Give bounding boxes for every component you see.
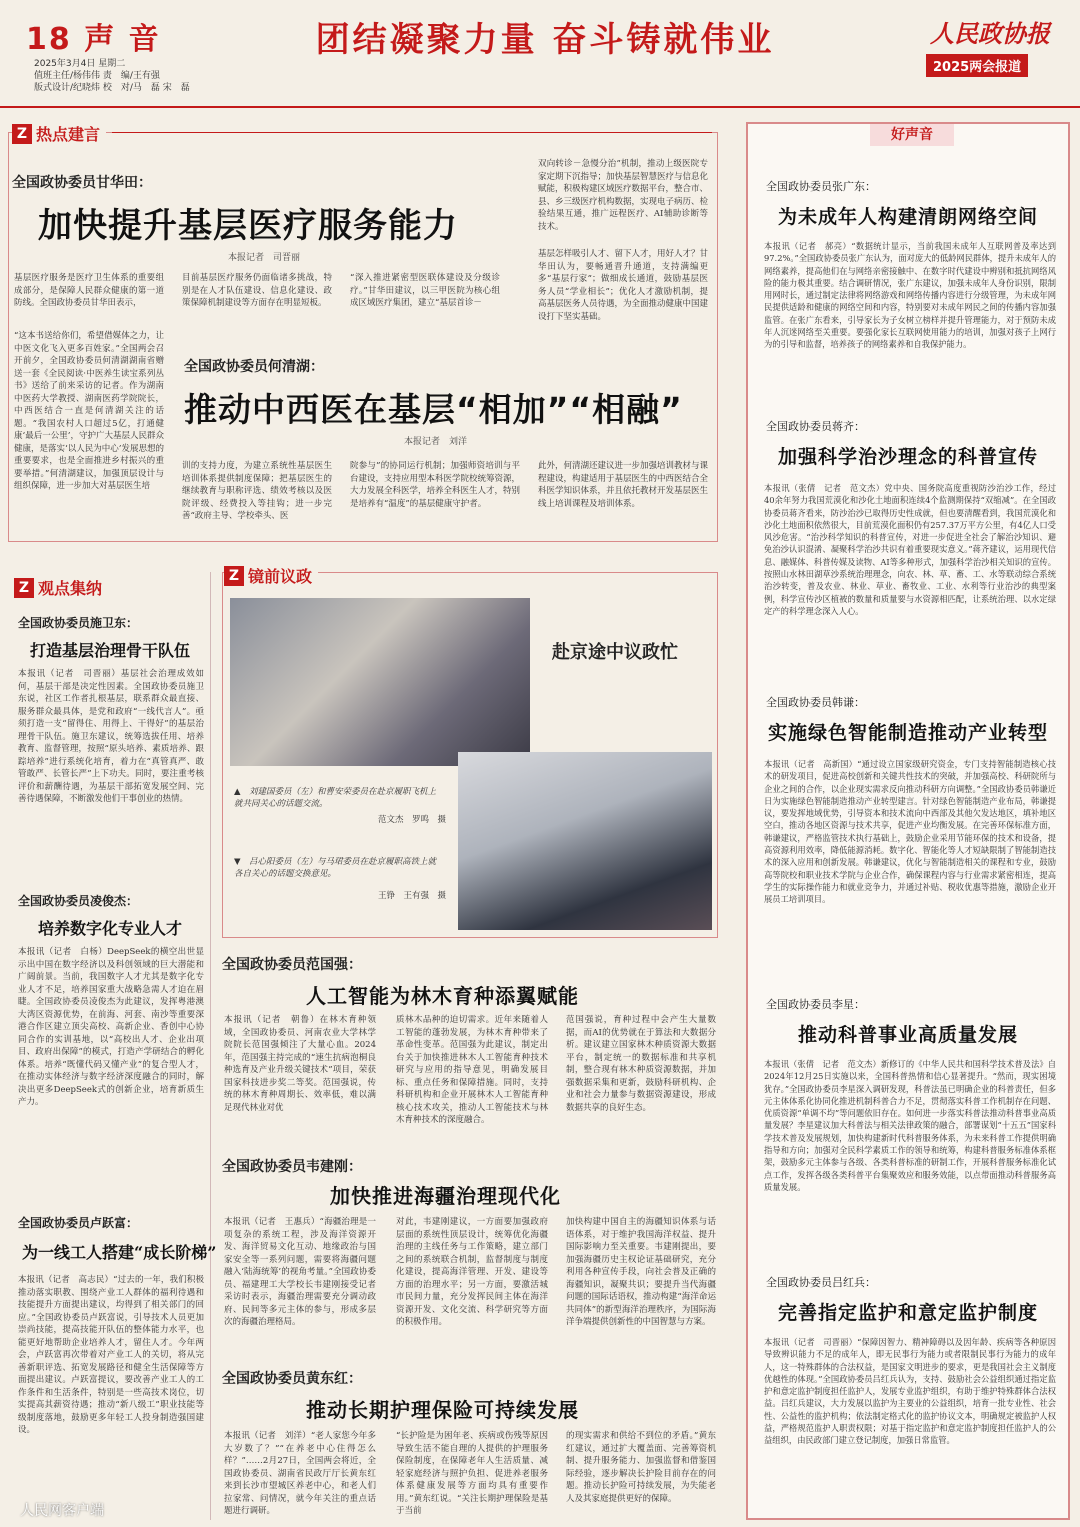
photo-title: 赴京途中议政忙 [552, 642, 678, 663]
issue-date: 2025年3月4日 星期二 [34, 59, 126, 69]
voice-title: 完善指定监护和意定监护制度 [777, 1302, 1038, 1324]
special-report-badge: 2025两会报道 [926, 54, 1028, 77]
photo-train [458, 752, 712, 930]
z-icon: Z [12, 124, 32, 144]
voice-author: 全国政协委员韩谦： [766, 696, 865, 709]
z-icon: Z [14, 578, 34, 598]
slogan: 团结凝聚力量 奋斗铸就伟业 [315, 20, 775, 60]
hot-section-label: Z 热点建言 [12, 122, 106, 145]
good-voices-label: 好声音 [870, 124, 954, 146]
article-title: 加快提升基层医疗服务能力 [38, 206, 458, 246]
article-title: 人工智能为林木育种添翼赋能 [306, 984, 579, 1008]
voice-text: 本报讯（记者 高新国）“通过设立国家级研究资金，专门支持智能制造核心技术的研发项目，促进高校创新和关键共性技术的突破，并加强高校、科研院所与企业之间的合作，以企业现实需求反向推动科研方向调整。”全国政协委员韩谦近日为实施绿色智能制造推动产业转型建言。针对绿色智能制造产业布局，韩谦提议，要发挥地域优势，引导资本和技术流向中西部及其他欠发达地区，填补地区空白，推动各地区资源与技术共享，促进产业均衡发展。在完善环保标准方面，韩谦建议，严格监管技术执行基础上，鼓励企业采用节能环保的技术和设备，提高资源利用效率，降低能源消耗。数字化、智能化等人才短缺限制了智能制造技术的深入应用和创新发展。韩谦建议，优化与智能制造相关的课程和专业，鼓励高等院校和职业技术学院与企业合作，确保课程内容与行业需求紧密相连，提高学生的实际操作能力和就业竞争力，并通过补贴、税收优惠等措施，激励企业开展员工培训项目。 [764, 759, 1056, 905]
section-name: 声 音 [84, 22, 161, 57]
voice-author: 全国政协委员李星： [766, 998, 865, 1011]
article-text: “长护险是为困年老、疾病或伤残等原因导致生活不能自理的人提供的护理服务保险制度，在保障老年人生活质量、减轻家庭经济与照护负担、促进养老服务体系健康发展等方面均具有重要作用。”黄东红说。“关注长期护理保险是基于当前 [396, 1431, 548, 1516]
view-author: 全国政协委员卢跃富： [18, 1216, 139, 1230]
article-text: 基层医疗服务是医疗卫生体系的重要组成部分，是保障人民群众健康的第一道防线。全国政协委员甘华田表示， [14, 273, 164, 308]
view-author: 全国政协委员施卫东： [18, 616, 139, 630]
voice-title: 实施绿色智能制造推动产业转型 [767, 722, 1048, 744]
photo-credit: 范文杰 罗鸣 摄 [377, 815, 446, 825]
voice-author: 全国政协委员张广东： [766, 180, 876, 193]
view-text: 本报讯（记者 白杨）DeepSeek的横空出世显示出中国在数字经济以及科创领域的巨大潜能和广阔前景。当前，我国数字人才尤其是数字化专业人才不足，培养国家重大战略急需人才迫在眉睫。全国政协委员凌俊杰为此建议，发挥粤港澳大湾区资源优势，在前海、河套、南沙等重要深港合作区建立顶尖高校、高新企业、香创中心协同合作的实训基地，以“高校出人才、企业出项目、政府出保障”的模式，打造产学研结合的孵化体系。培养“既懂代码又懂产业”的复合型人才，在推动实体经济与数字经济深度融合的同时，解决出更多DeepSeek式的创新企业，培育新质生产力。 [18, 947, 204, 1107]
voice-text: 本报讯（张倩 记者 范文杰）党中央、国务院高度重视防沙治沙工作，经过40余年努力我国荒漠化和沙化土地面积连续4个监测期保持“双缩减”。在全国政协委员蒋齐看来，防沙治沙已取得历史性成就，但也要清醒看到，我国荒漠化和沙化土地面积依然很大，目前荒漠化面积仍有257.37万平方公里，有4亿人口受风沙危害。“治沙科学知识的科普宣传，对进一步促进全社会了解治沙知识、避免治沙认识混淆、凝聚科学治沙共识有着重要现实意义。”蒋齐建议，运用现代信息、融媒体、科普传媒及读物、AI等多种形式，加强科学治沙相关知识的宣传。按照山水林田湖草沙系统治理理念，向农、林、草、畜、工、水等联动综合系统治沙转变，普及农业、林业、草业、畜牧业、工业、水利等行业治沙的典型案例，科学宣传沙区植被的数量和质量要与水资源相匹配，让系统治理、以水定绿定产的科学理念深入人心。 [764, 483, 1056, 616]
hot-rule [112, 132, 712, 133]
page-number: 18 声 音 [26, 22, 161, 57]
view-title: 为一线工人搭建“成长阶梯” [22, 1243, 217, 1262]
voice-text: 本报讯（记者 司晋丽）“保障因智力、精神障碍以及因年龄、疾病等各种原因导致辨识能力不足的成年人，即无民事行为能力或者限制民事行为能力的成年人，这一特殊群体的合法权益，是国家文明进步的要求，更是我国社会主义制度优越性的体现。”全国政协委员吕红兵认为，支持、鼓励社会公益组织通过指定监护和意定监护制度担任监护人，发展专业监护组织，有助于维护特殊群体合法权益。吕红兵建议，大力发展以监护为主要业的公益组织，培育一批专业性、社会性、公益性的监护机构；依法制定格式化的监护协议文本，明确规定被监护人权益，严格规范监护人职责权限；对基于指定监护和意定监护制度担任监护人的公益组织，由民政部门建立登记制度，加强日常监管。 [764, 1337, 1056, 1446]
column-divider [210, 572, 211, 1520]
article-text: 基层怎样吸引人才、留下人才，用好人才？甘华田认为，要畅通晋升通道，支持满编更多“基层行家”；做细成长通道，鼓励基层医务人员“学业相长”；优化人才激励机制，提高基层医务人员待遇，为全面推动健康中国建设打下坚实基础。 [538, 249, 709, 322]
voice-title: 加强科学治沙理念的科普宣传 [777, 446, 1038, 468]
article-text: 本报讯（记者 朝鲁）在林木育种领域，全国政协委员、河南农业大学林学院院长范国强倾注了大量心血。2024年，范国强主持完成的“速生抗病泡桐良种选育及产业升级关键技术”项目，荣获国家科技进步奖二等奖。范国强说，传统的林木育种周期长、效率低，难以满足现代林业对优 [224, 1015, 376, 1113]
voice-author: 全国政协委员吕红兵： [766, 1276, 876, 1289]
article-byline: 本报记者 司晋丽 [228, 253, 301, 263]
voice-text: 本报讯（张倩 记者 范文杰）新修订的《中华人民共和国科学技术普及法》自2024年12月25日实施以来，全国科普热情和信心显著提升。“然而，现实困境犹存。”全国政协委员李星深入调研发现，科普法虽已明确企业的科普责任，但多元主体体系化协同化推进机制科普合力不足，贯彻落实科普工作机制存在问题、优质资源“单调不均”等问题依旧存在。如何进一步落实科普法推动科普事业高质量发展？李星建议加大科普法与相关法律政策的融合，部署谋划“十五五”国家科学技术普及发展规划，加快构建新时代科普服务体系，为未来科普工作提供明确指导和方向；加强对全民科学素质工作的领导和统筹，构建科普服务标准体系框架，鼓励多元主体参与各级、各类科普标准的研制工作，开展科普服务标准化试点工作，发挥各级各类科普平台集聚效应和服务效能，以点带面推动科普服务高质量发展。 [764, 1059, 1056, 1192]
designers-line: 版式设计/纪晓炜 校 对/马 磊 宋 磊 [34, 83, 190, 93]
article-text: 的现实需求和供给不到位的矛盾。”黄东红建议，通过扩大覆盖面、完善筹资机制、提升服务能力、加强监督和借鉴国际经验，逐步解决长护险目前存在的问题。推动长护险可持续发展，为失能老人及其家庭提供更好的保障。 [566, 1431, 716, 1504]
article-text: 对此，韦建刚建议，一方面要加强政府层面的系统性顶层设计，统筹优化海疆治理的主线任务与工作策略，建立部门之间的系统联合机制，监督制度与制度化建设，提高海洋管理、开发、建设等方面的治理水平；另一方面，要激活城市民间力量，充分发挥民间主体在海洋资源开发、文化交流、科学研究等方面的积极作用。 [396, 1217, 548, 1327]
article-text: 范国强说，育种过程中会产生大量数据，而AI的优势就在于算法和大数据分析。建议建立国家林木种质资源大数据平台，制定统一的数据标准和共享机制，整合现有林木种质资源数据，并加强数据采集和更新，鼓励科研机构、企业和社会力量参与数据资源建设，形成数据共享的良好生态。 [566, 1015, 716, 1113]
article-text: 加快构建中国自主的海疆知识体系与话语体系，对于维护我国海洋权益、提升国际影响力至关重要。韦建刚提出，要加强海疆历史主权论证基础研究，充分利用各种宣传手段，向社会普及正确的海疆知识，凝聚共识；要提升当代海疆问题的国际话语权，推动构建“海洋命运共同体”的新型海洋治理秩序，为国际海洋争端提供创新性的中国智慧与方案。 [566, 1217, 716, 1327]
article-author: 全国政协委员何清湖： [184, 359, 324, 375]
editors-line: 值班主任/杨伟伟 责 编/王有强 [34, 71, 160, 81]
article-author: 全国政协委员范国强： [222, 957, 362, 973]
article-title: 推动中西医在基层“相加”“相融” [184, 390, 683, 429]
view-text: 本报讯（记者 司晋丽）基层社会治理成效如何，基层干部是决定性因素。全国政协委员施卫东说，社区工作者扎根基层，联系群众最直接、服务群众最具体，是党和政府“一线代言人”。亟须打造一支“留得住、用得上、干得好”的基层治理骨干队伍。施卫东建议，统筹选拔任用、培养教育、监督管理，按照“原头培养、素质培养、跟踪培养”进行系统化培育，着力在“真管真严、敢管敢严、长管长严”上下功夫。同时，要注重考核评价和薪酬待遇，为基层干部拓宽发展空间、完善待遇保障，不断激发他们干事创业的热情。 [18, 669, 204, 804]
view-text: 本报讯（记者 高志民）“过去的一年，我们积极推动落实职教、围绕产业工人群体的福利待遇和技能提升方面提出建议，均得到了相关部门的回应。”全国政协委员卢跃富说，引导技术人员更加崇尚技能，提高技能开队伍的整体能力水平，也能更好地帮助企业培养人才，留住人才。今年两会，卢跃富再次带着对产业工人的关切，将从完善新职评选、拓宽发展路径和健全生活保障等方面提出建议。卢跃富提议，要改善产业工人的工作条件和生活条件，特别是一些高技术岗位，切实提高其薪资待遇；推动“新八级工”职业技能等级制度落地，鼓励更多年轻工人投身制造强国建设。 [18, 1275, 204, 1435]
view-title: 打造基层治理骨干队伍 [30, 641, 191, 660]
article-text: 双向转诊－急慢分治”机制，推动上级医院专家定期下沉指导；加快基层智慧医疗与信息化赋能，积极构建区域医疗数据平台，整合市、县、乡三级医疗机构数据，实现电子病历、检验结果互通，推广远程医疗、AI辅助诊断等技术。 [538, 159, 709, 232]
voice-title: 为未成年人构建清朗网络空间 [777, 206, 1038, 228]
photo-caption: ▼ 吕心阳委员（左）与马珺委员在赴京履职高铁上就各自关心的话题交换意见。 [234, 857, 437, 879]
watermark: 人民网客户端 [20, 1503, 104, 1519]
article-text: 院参与”的协同运行机制；加强师资培训与平台建设，支持应用型本科医学院校统筹资源，大力发展全科医学，培养全科医生人才，特别是培养有“温度”的基层健康守护者。 [350, 461, 521, 509]
article-title: 推动长期护理保险可持续发展 [306, 1398, 579, 1422]
photo-airplane [230, 598, 530, 766]
article-byline: 本报记者 刘洋 [404, 437, 468, 447]
z-icon: Z [224, 566, 244, 586]
article-text: 本报讯（记者 刘洋）“老人家您今年多大岁数了？”“在养老中心住得怎么样？”……2月27日，全国两会将近，全国政协委员、湖南省民政厅厅长黄东红来到长沙市望城区养老中心，和老人们拉家常、问情况，就今年关注的重点话题进行调研。 [224, 1431, 376, 1516]
photo-credit: 王铮 王有强 摄 [377, 891, 446, 901]
article-author: 全国政协委员甘华田： [12, 175, 152, 191]
masthead: 人民政协报 [930, 19, 1050, 48]
article-text: 本报讯（记者 王惠兵）“海疆治理是一项复杂的系统工程，涉及海洋资源开发、海洋贸易文化互动、地缘政治与国家安全等一系列问题，需要将海疆问题融入‘陆海统筹’的视角考量。”全国政协委员、福建理工大学校长韦建刚接受记者采访时表示，海疆治理需要充分调动政府、民间等多元主体的参与，形成多层次的海疆治理格局。 [224, 1217, 376, 1327]
view-title: 培养数字化专业人才 [38, 919, 183, 938]
views-section-label: Z 观点集纳 [14, 576, 102, 599]
header-meta [34, 58, 190, 94]
article-title: 加快推进海疆治理现代化 [330, 1184, 561, 1208]
article-author: 全国政协委员黄东红： [222, 1371, 362, 1387]
article-text: 训的支持力度，为建立系统性基层医生培训体系提供制度保障；把基层医生的继续教育与职称评选、绩效考核以及医院评级、经费投入等挂钩；进一步完善“政府主导、学校牵头、医 [182, 461, 332, 521]
header-rule [0, 106, 1080, 108]
article-author: 全国政协委员韦建刚： [222, 1159, 362, 1175]
article-text: 质林木品种的迫切需求。近年来随着人工智能的蓬勃发展，为林木育种带来了革命性变革。范国强为此建议，制定出台关于加快推进林木人工智能育种技术研究与应用的指导意见，明确发展目标、重点任务和保障措施。同时，支持科研机构和企业开展林木人工智能育种核心技术攻关，推动人工智能技术与林木育种技术的深度融合。 [396, 1015, 548, 1125]
voice-title: 推动科普事业高质量发展 [797, 1024, 1018, 1046]
article-text: 此外，何清湖还建议进一步加强培训教材与课程建设，构建适用于基层医生的中西医结合全科医学知识体系，并且依托教材开发基层医生线上培训课程及培训体系。 [538, 461, 709, 509]
photo-caption: ▲ 刘建国委员（左）和曹安荣委员在赴京履职飞机上就共同关心的话题交流。 [234, 787, 437, 809]
view-author: 全国政协委员凌俊杰： [18, 894, 139, 908]
article-text: “深入推进紧密型医联体建设及分级诊疗。”甘华田建议，以三甲医院为核心组成区域医疗集团，建立“基层首诊－ [350, 273, 500, 308]
voice-author: 全国政协委员蒋齐： [766, 420, 865, 433]
voice-text: 本报讯（记者 郝亮）“数据统计显示，当前我国未成年人互联网普及率达到97.2%。”全国政协委员张广东认为，面对庞大的低龄网民群体，提升未成年人的网络素养，提高他们在与网络亲密接触中、在数字时代建设中辨别和抵抗网络风险的能力极其重要。结合调研情况，张广东建议，加强未成年人身份识别，限制用网时长，通过制定法律将网络游戏和网络传播内容进行分级管理，为未成年网民提供适龄和健康的网络空间和内容，特别要对未成年网民之间的传播内容加强监管。在张广东看来，引导家长为子女树立榜样并提升管理能力，对于预防未成年人沉迷网络至关重要。要强化家长互联网使用能力的培训，加强对孩子上网行为的引导和监督，培养孩子的网络素养和自我保护能力。 [764, 241, 1056, 350]
article-text: 目前基层医疗服务仍面临诸多挑战，特别是在人才队伍建设、信息化建设、政策保障机制建设等方面存在明显短板。 [182, 273, 332, 308]
article-text: “这本书送给你们，希望借媒体之力，让中医文化飞入更多百姓家。”全国两会召开前夕，全国政协委员何清湖湖南省赠送一套《全民阅读·中医养生读宝系列丛书》送给了前来采访的记者。作为湖南中医药大学教授、湖南医药学院院长，中西医结合一直是何清湖关注的话题。“我国农村人口超过5亿，打通健康‘最后一公里’，守护广大基层人民群众健康，是落实‘以人民为中心’发展思想的重要要求，也是全面推进乡村振兴的重要举措。”何清湖建议，加强顶层设计与组织保障，进一步加大对基层医生培 [14, 331, 164, 491]
mirror-section-label: Z 镜前议政 [224, 564, 318, 587]
